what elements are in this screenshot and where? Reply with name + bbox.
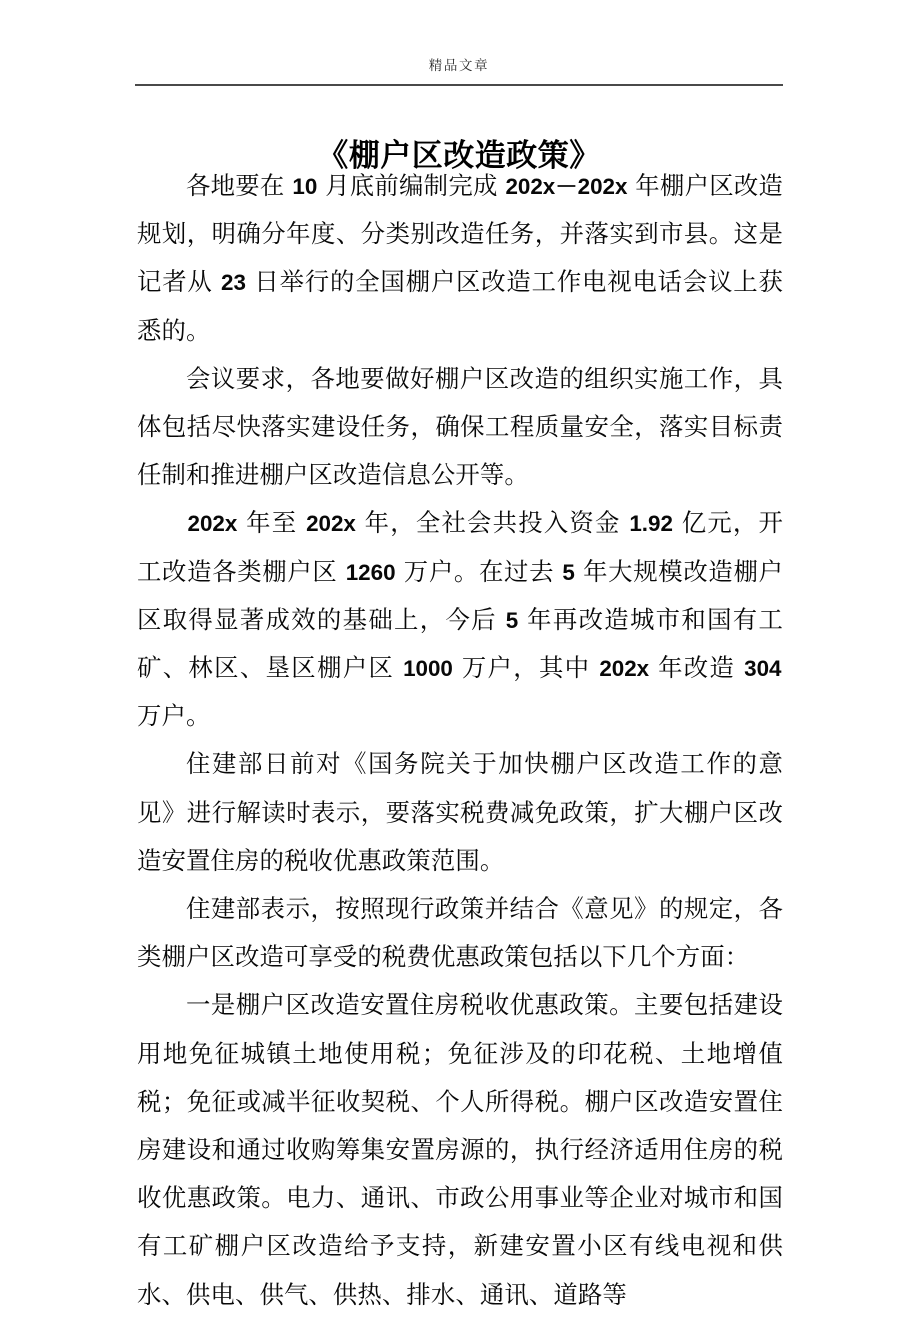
paragraph-5: 住建部表示，按照现行政策并结合《意见》的规定，各类棚户区改造可享受的税费优惠政策包括以下几个方面： bbox=[137, 896, 783, 972]
numeric-run: 202x bbox=[187, 511, 238, 537]
paragraph-4: 住建部日前对《国务院关于加快棚户区改造工作的意见》进行解读时表示，要落实税费减免政策，扩大棚户区改造安置住房的税收优惠政策范围。 bbox=[137, 751, 783, 875]
numeric-run: 1.92 bbox=[629, 511, 673, 537]
numeric-run: 304 bbox=[744, 656, 782, 682]
paragraph-1: 各地要在 10 月底前编制完成 202x－202x 年棚户区改造规划，明确分年度、分类别改造任务，并落实到市县。这是记者从 23 日举行的全国棚户区改造工作电视电话会议上获悉的。 bbox=[137, 173, 783, 345]
numeric-run: 202x－202x bbox=[505, 174, 628, 199]
numeric-run: 1260 bbox=[345, 559, 396, 585]
numeric-run: 5 bbox=[562, 559, 575, 585]
header-divider-rule bbox=[135, 84, 783, 86]
page-title: 《棚户区改造政策》 bbox=[317, 137, 601, 173]
paragraph-6: 一是棚户区改造安置住房税收优惠政策。主要包括建设用地免征城镇土地使用税；免征涉及的印花税、土地增值税；免征或减半征收契税、个人所得税。棚户区改造安置住房建设和通过收购筹集安置房源的，执行经济适用住房的税收优惠政策。电力、通讯、市政公用事业等企业对城市和国有工矿棚户区改造给予支持，新建安置小区有线电视和供水、供电、供气、供热、排水、通讯、道路等 bbox=[137, 992, 783, 1309]
paragraph-3: 202x 年至 202x 年，全社会共投入资金 1.92 亿元，开工改造各类棚户区 1260 万户。在过去 5 年大规模改造棚户区取得显著成效的基础上，今后 5 年再改造城市和国有工矿、林区、垦区棚户区 1000 万户，其中 202x 年改造 304 万户。 bbox=[137, 510, 784, 731]
running-head: 精品文章 bbox=[428, 58, 490, 73]
paragraph-2: 会议要求，各地要做好棚户区改造的组织实施工作，具体包括尽快落实建设任务，确保工程质量安全，落实目标责任制和推进棚户区改造信息公开等。 bbox=[137, 365, 783, 490]
numeric-run: 5 bbox=[505, 607, 519, 633]
numeric-run: 1000 bbox=[403, 656, 453, 682]
page-header bbox=[0, 0, 920, 92]
numeric-run: 10 bbox=[292, 174, 318, 199]
numeric-run: 202x bbox=[599, 656, 650, 682]
numeric-run: 202x bbox=[306, 511, 356, 537]
numeric-run: 23 bbox=[221, 270, 246, 296]
document-body bbox=[137, 163, 783, 1320]
